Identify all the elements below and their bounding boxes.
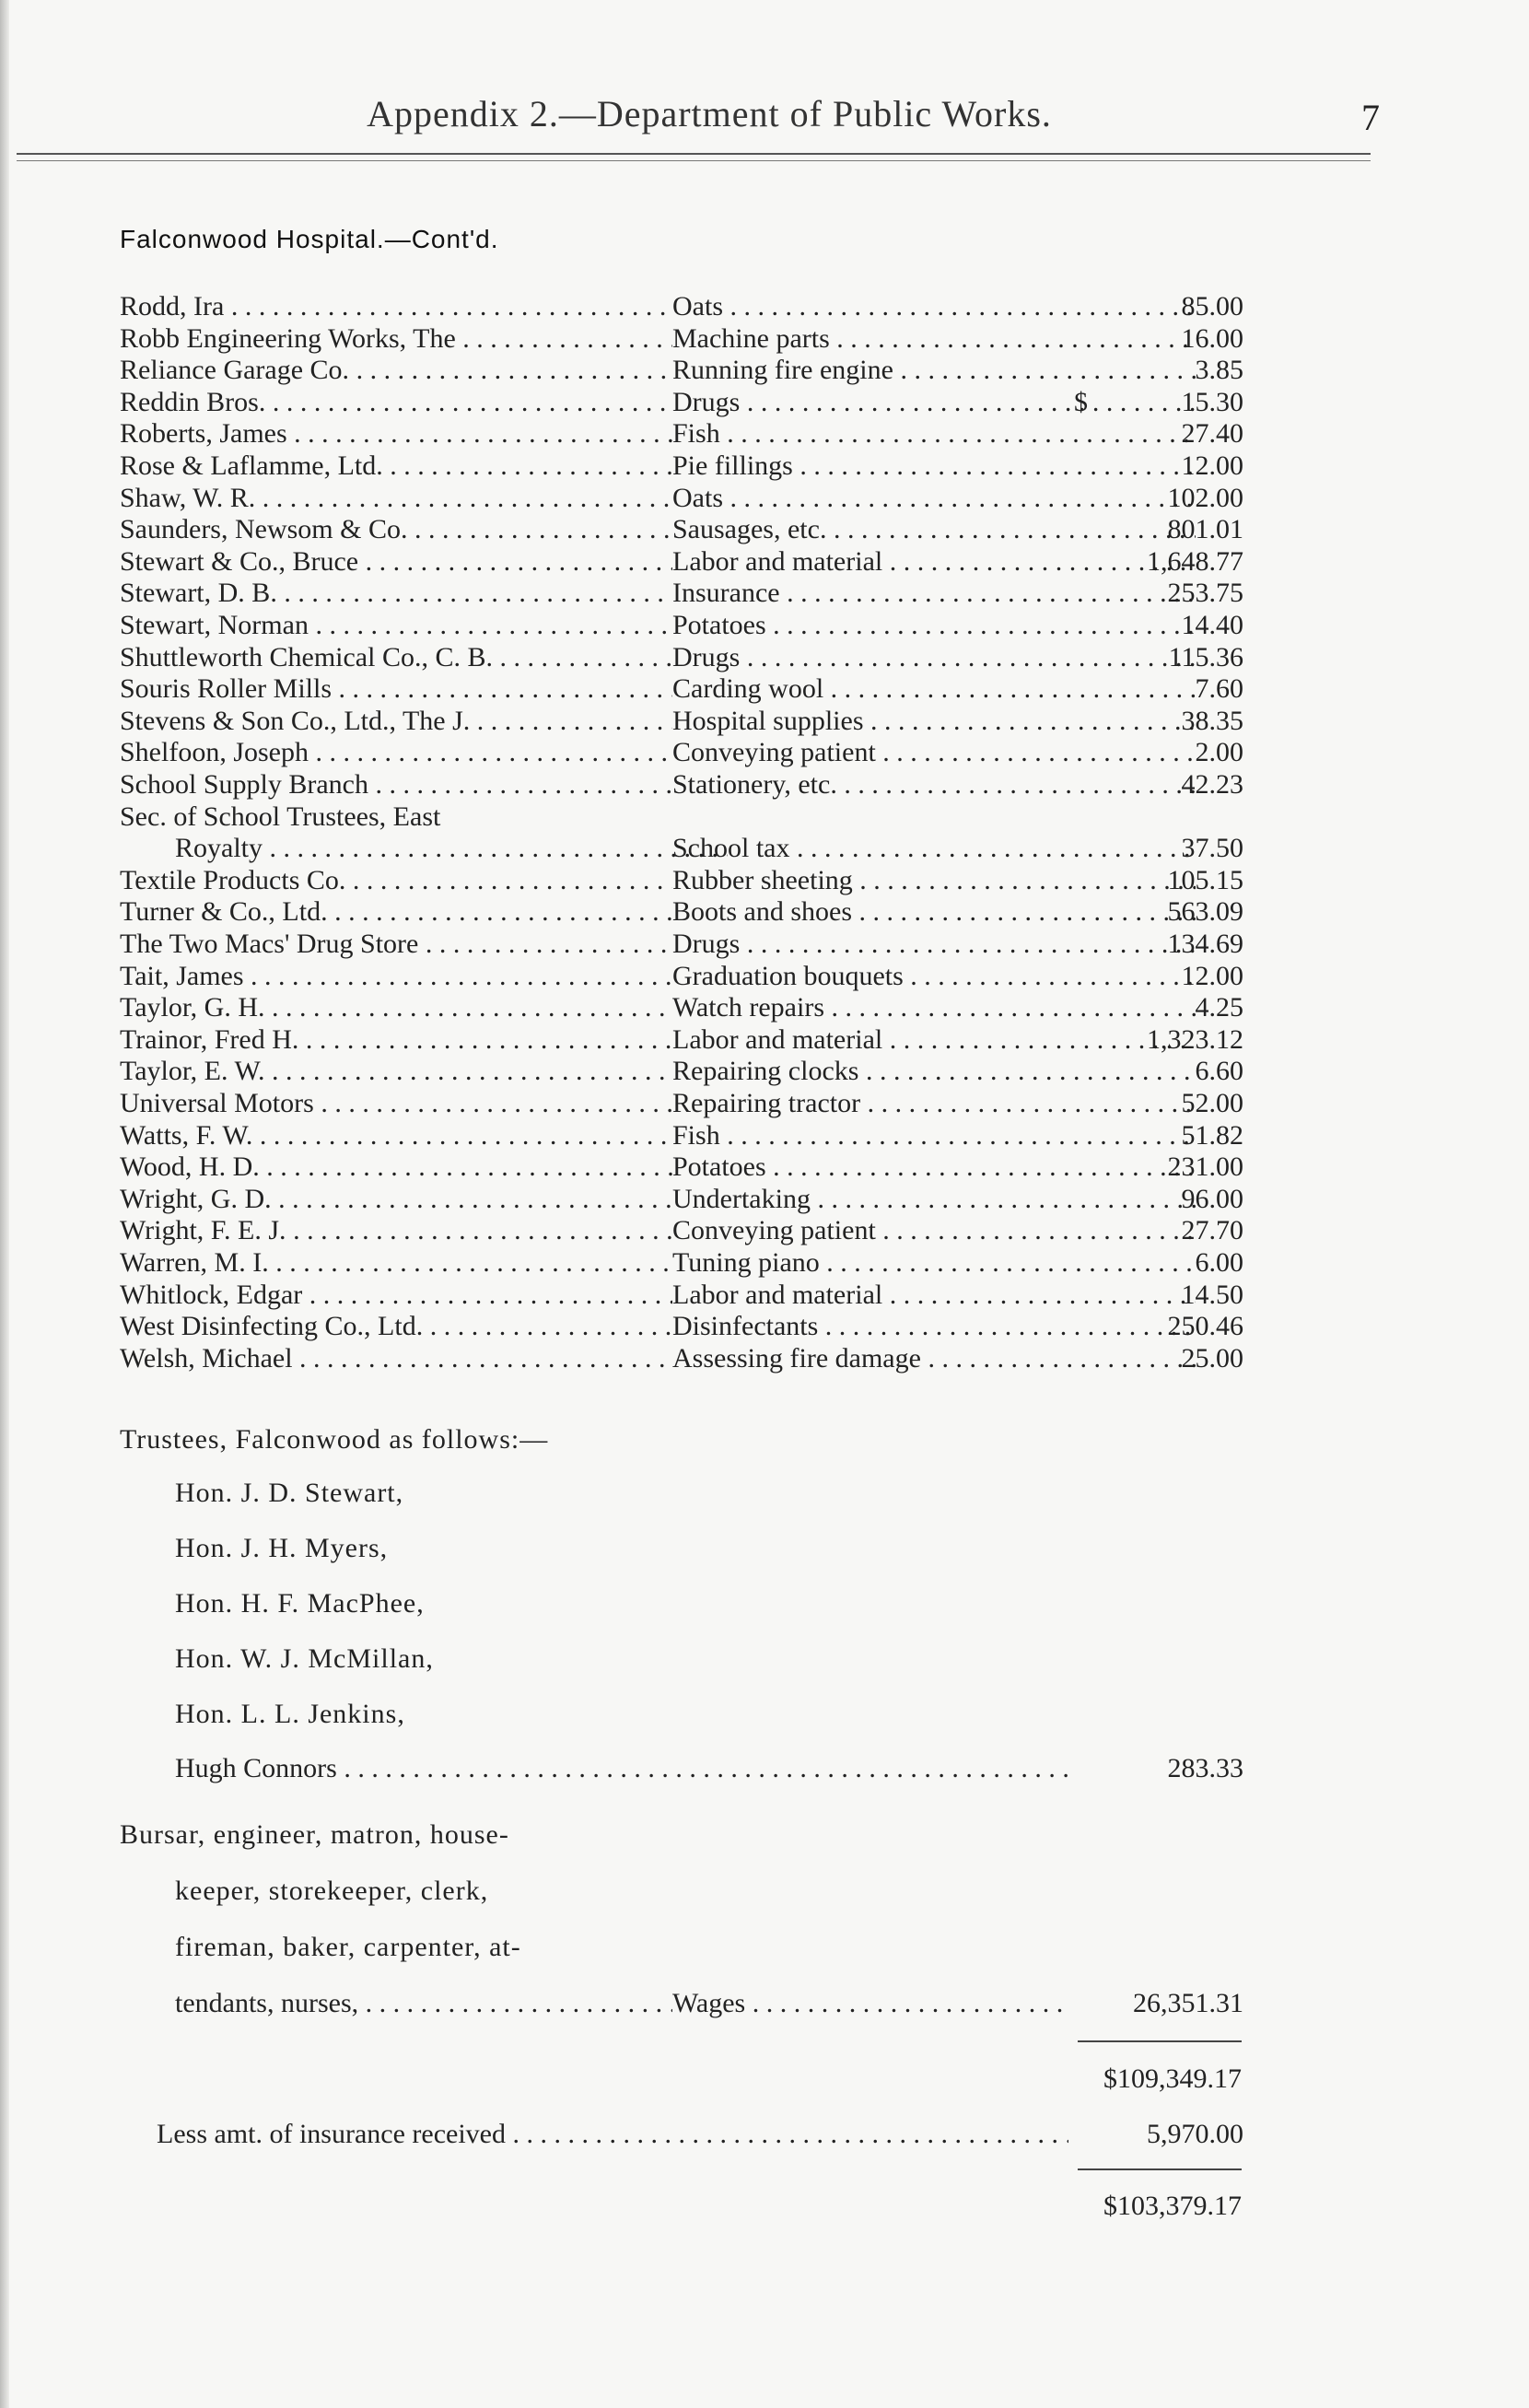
subtotal-rule [1078,2040,1242,2042]
header-rule-thin [17,160,1371,161]
ledger-item: Repairing tractor . . . [672,1088,1196,1119]
ledger-name: Stevens & Son Co., Ltd., The J. . . . [120,706,672,737]
ledger-amount: 51.82 [1181,1120,1243,1151]
insurance-line [157,2119,1243,2150]
ledger-name: Reddin Bros. . . . [120,387,672,418]
ledger-item: Oats . . . [672,483,1196,514]
ledger-amount: 253.75 [1167,578,1243,608]
subtotal-amount: $109,349.17 [1103,2063,1242,2094]
trustee-name: Hon. J. H. Myers, [175,1533,389,1563]
ledger-amount: 563.09 [1167,896,1243,927]
ledger-amount: 4.25 [1195,992,1243,1023]
ledger-name: Wright, F. E. J. . . . [120,1215,672,1246]
staff-line: keeper, storekeeper, clerk, [175,1876,489,1906]
ledger-row [120,642,1243,673]
ledger-row [120,387,1243,418]
ledger-name: Trainor, Fred H. . . . [120,1024,672,1056]
ledger-amount: 16.00 [1181,323,1243,354]
ledger-amount: 12.00 [1181,961,1243,991]
dollar-sign: $ [1074,387,1088,417]
ledger-name: School Supply Branch . . . [120,769,672,801]
ledger-item: Insurance . . . [672,578,1196,609]
ledger-item: Labor and material . . . [672,1280,1196,1311]
ledger-item: School tax . . . [672,833,1196,864]
section-title: Falconwood Hospital.—Cont'd. [120,225,499,253]
ledger-row [120,737,1243,768]
ledger-row [120,514,1243,545]
ledger-amount: 105.15 [1167,865,1243,895]
ledger-name: Tait, James . . . [120,961,672,992]
ledger-amount: 85.00 [1181,291,1243,321]
page-edge [0,0,9,2408]
ledger-item: Assessing fire damage . . . [672,1343,1196,1374]
ledger-row [120,1024,1243,1056]
trustees-intro: Trustees, Falconwood as follows:— [120,1424,549,1455]
ledger-row [120,1311,1243,1342]
ledger-item: Sausages, etc. . . . [672,514,1196,545]
ledger-name: Stewart & Co., Bruce . . . [120,546,672,578]
ledger-amount: 14.40 [1181,610,1243,640]
ledger-name: Wright, G. D. . . . [120,1184,672,1215]
ledger-amount: 15.30 [1181,387,1243,417]
ledger-item: Fish . . . [672,418,1196,450]
ledger-name: Taylor, G. H. . . . [120,992,672,1023]
ledger-name: Shaw, W. R. . . . [120,483,672,514]
header-rule [17,153,1371,155]
ledger-item: Disinfectants . . . [672,1311,1196,1342]
ledger-item: Drugs . . . [672,929,1196,960]
ledger-item: Running fire engine . . . [672,355,1196,386]
ledger-name: Rose & Laflamme, Ltd. . . . [120,450,672,482]
ledger-name: West Disinfecting Co., Ltd. . . . [120,1311,672,1342]
ledger-item: Watch repairs . . . [672,992,1196,1023]
ledger-row [120,1343,1243,1374]
ledger-name: Welsh, Michael . . . [120,1343,672,1374]
ledger-row [120,801,1243,833]
ledger-item: Labor and material . . . [672,1024,1196,1056]
ledger-amount: 102.00 [1167,483,1243,513]
ledger-amount: 250.46 [1167,1311,1243,1341]
ledger-name: Shuttleworth Chemical Co., C. B. . . . [120,642,672,673]
ledger-row [120,896,1243,928]
ledger-row [120,865,1243,896]
ledger-item: Undertaking . . . [672,1184,1196,1215]
ledger-row [120,418,1243,450]
ledger-name: Royalty . . . [120,833,728,864]
ledger-item: Graduation bouquets . . . [672,961,1196,992]
ledger-item: Drugs . . . [672,642,1196,673]
ledger-row [120,291,1243,322]
total-rule [1078,2168,1242,2170]
ledger-item: Carding wool . . . [672,673,1196,705]
ledger-amount: 27.70 [1181,1215,1243,1245]
ledger-name: Reliance Garage Co. . . . [120,355,672,386]
trustee-connors-name: Hugh Connors . . . [175,1753,1076,1784]
ledger-row [120,323,1243,355]
ledger-item: Labor and material . . . [672,546,1196,578]
header-title: Appendix 2.—Department of Public Works. [367,93,1052,134]
ledger-amount: 38.35 [1181,706,1243,736]
trustee-name: Hon. J. D. Stewart, [175,1478,404,1508]
ledger-name: Sec. of School Trustees, East [120,801,441,832]
ledger-name: Warren, M. I. . . . [120,1247,672,1279]
staff-line: Bursar, engineer, matron, house- [120,1819,509,1850]
ledger-item: Pie fillings . . . [672,450,1196,482]
ledger-amount: 52.00 [1181,1088,1243,1118]
ledger-row [120,355,1243,386]
ledger-amount: 3.85 [1195,355,1243,385]
ledger-item: Drugs . . . [672,387,1196,418]
ledger-name: Stewart, Norman . . . [120,610,672,641]
ledger-amount: 1,648.77 [1147,546,1243,577]
ledger-row [120,610,1243,641]
ledger-name: Textile Products Co. . . . [120,865,672,896]
ledger-item: Machine parts . . . [672,323,1196,355]
trustee-name: Hon. W. J. McMillan, [175,1643,434,1674]
ledger-row [120,450,1243,482]
ledger-item: Rubber sheeting . . . [672,865,1196,896]
ledger-row [120,992,1243,1023]
ledger-amount: 6.60 [1195,1056,1243,1086]
trustee-connors-line [175,1753,1243,1784]
ledger-row [120,483,1243,514]
ledger-name: The Two Macs' Drug Store . . . [120,929,672,960]
ledger-row [120,929,1243,960]
ledger-amount: 1,323.12 [1147,1024,1243,1055]
staff-wages-line [175,1988,1243,2019]
ledger-item: Fish . . . [672,1120,1196,1151]
ledger-item: Tuning piano . . . [672,1247,1196,1279]
staff-line: fireman, baker, carpenter, at- [175,1932,521,1962]
ledger-amount: 134.69 [1167,929,1243,959]
staff-wages-amount: 26,351.31 [1133,1988,1243,2018]
ledger-item: Repairing clocks . . . [672,1056,1196,1087]
trustee-name: Hon. H. F. MacPhee, [175,1588,425,1619]
ledger-item: Oats . . . [672,291,1196,322]
ledger-name: Turner & Co., Ltd. . . . [120,896,672,928]
ledger-name: Taylor, E. W. . . . [120,1056,672,1087]
ledger-row [120,961,1243,992]
ledger-name: Stewart, D. B. . . . [120,578,672,609]
ledger-row [120,546,1243,578]
staff-last-line: tendants, nurses, . . . [175,1988,672,2019]
ledger-item: Stationery, etc. . . . [672,769,1196,801]
ledger-amount: 115.36 [1168,642,1243,672]
ledger-item: Conveying patient . . . [672,1215,1196,1246]
ledger-amount: 14.50 [1181,1280,1243,1310]
page-header [0,92,1529,147]
ledger-item: Conveying patient . . . [672,737,1196,768]
trustee-name: Hon. L. L. Jenkins, [175,1699,405,1729]
ledger-row [120,1056,1243,1087]
ledger-amount: 25.00 [1181,1343,1243,1373]
ledger-amount: 231.00 [1167,1151,1243,1182]
ledger-row [120,1247,1243,1279]
ledger-item: Potatoes . . . [672,610,1196,641]
ledger-row [120,1215,1243,1246]
total-amount: $103,379.17 [1103,2191,1242,2221]
ledger-name: Souris Roller Mills . . . [120,673,672,705]
ledger-amount: 12.00 [1181,450,1243,481]
ledger-item: Potatoes . . . [672,1151,1196,1183]
ledger-row [120,706,1243,737]
ledger-item: Boots and shoes . . . [672,896,1196,928]
staff-wages-item: Wages . . . [672,1988,1067,2019]
ledger-row [120,1120,1243,1151]
ledger-amount: 2.00 [1195,737,1243,767]
ledger-name: Universal Motors . . . [120,1088,672,1119]
ledger-name: Robb Engineering Works, The . . . [120,323,672,355]
ledger-name: Rodd, Ira . . . [120,291,672,322]
ledger-row [120,1151,1243,1183]
ledger-row [120,1184,1243,1215]
ledger-amount: 801.01 [1167,514,1243,544]
ledger-name: Roberts, James . . . [120,418,672,450]
ledger-row [120,578,1243,609]
insurance-label: Less amt. of insurance received . . . [157,2119,1068,2150]
ledger-name: Watts, F. W. . . . [120,1120,672,1151]
ledger-row [120,1088,1243,1119]
ledger-row [120,673,1243,705]
ledger-amount: 7.60 [1195,673,1243,704]
ledger-amount: 96.00 [1181,1184,1243,1214]
trustee-connors-amount: 283.33 [1167,1753,1243,1783]
ledger-name: Wood, H. D. . . . [120,1151,672,1183]
ledger-amount: 42.23 [1181,769,1243,800]
ledger-amount: 37.50 [1181,833,1243,863]
ledger-row [120,1280,1243,1311]
insurance-amount: 5,970.00 [1147,2119,1243,2149]
ledger-amount: 27.40 [1181,418,1243,449]
ledger-row [120,769,1243,801]
ledger-name: Shelfoon, Joseph . . . [120,737,672,768]
ledger-row [120,833,1243,864]
ledger-name: Saunders, Newsom & Co. . . . [120,514,672,545]
ledger-amount: 6.00 [1195,1247,1243,1278]
ledger-item: Hospital supplies . . . [672,706,1196,737]
page-number: 7 [1361,97,1380,138]
ledger-name: Whitlock, Edgar . . . [120,1280,672,1311]
